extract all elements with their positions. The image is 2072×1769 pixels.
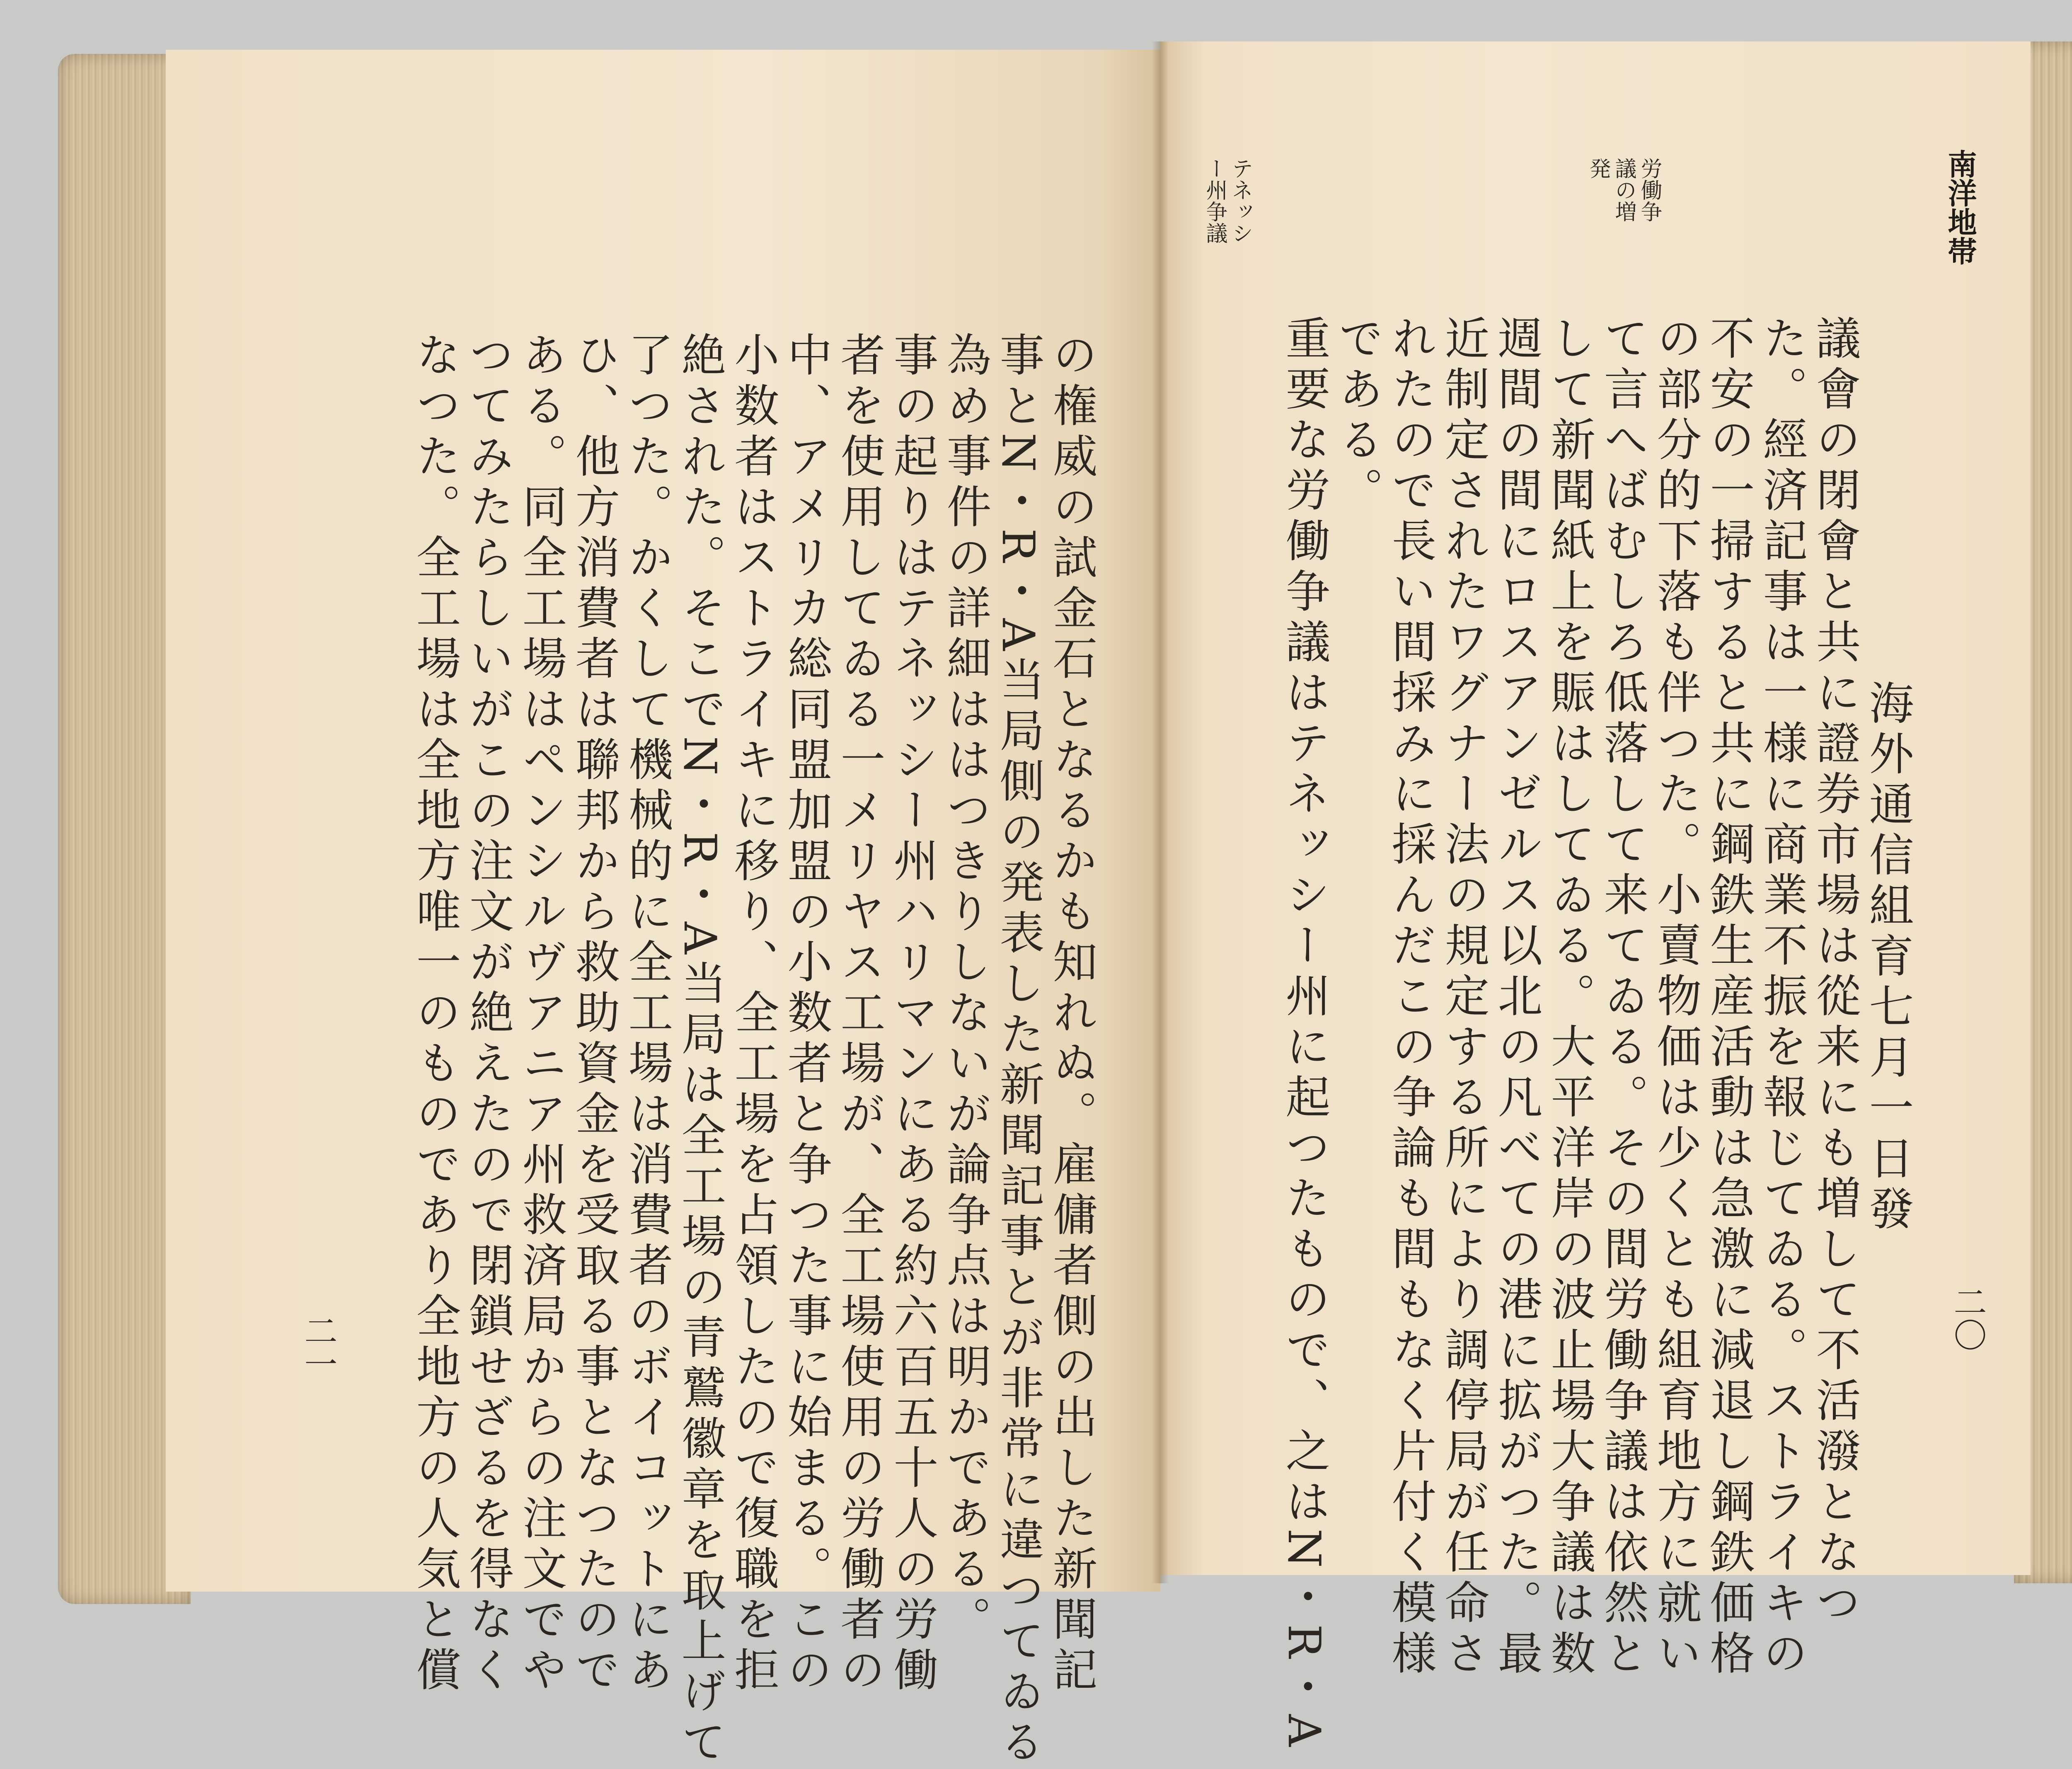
right_page-line: の部分的下落も伴つた。小賣物価は少くとも組育地方に就い bbox=[1649, 315, 1701, 1680]
page-number-right: 二〇 bbox=[1948, 1285, 1987, 1351]
right_page-line: れたので長い間採みに採んだこの争論も間もなく片付く模様 bbox=[1384, 315, 1436, 1680]
left_page-line: 事の起りはテネッシー州ハリマンにある約六百五十人の労働 bbox=[886, 332, 938, 1697]
left_page-line: ひ、他方消費者は聯邦から救助資金を受取る事となつたので bbox=[568, 332, 620, 1697]
right_page-line: して新聞紙上を賑はしてゐる。大平洋岸の波止場大争議は数 bbox=[1543, 315, 1595, 1680]
right_page-line: である。 bbox=[1331, 315, 1383, 517]
right_page-line: 不安の一掃すると共に鋼鉄生産活動は急激に減退し鋼鉄価格 bbox=[1702, 315, 1754, 1680]
book-gutter bbox=[1152, 41, 1169, 1583]
marginal-note-labor-disputes: 労働争 議の増 発 bbox=[1585, 158, 1662, 222]
page-number-left: 二一 bbox=[299, 1314, 337, 1380]
right_page-line: て言へばむしろ低落して来てゐる。その間労働争議は依然と bbox=[1596, 315, 1648, 1680]
left_page-line: の権威の試金石となるかも知れぬ。雇傭者側の出した新聞記 bbox=[1045, 332, 1097, 1697]
right_page-line: 近制定されたワグナー法の規定する所により調停局が任命さ bbox=[1437, 315, 1489, 1680]
left_page-line: 中、アメリカ総同盟加盟の小数者と争つた事に始まる。この bbox=[780, 332, 832, 1697]
right_page-line: 議會の閉會と共に證券市場は從来にも増して不活潑となつ bbox=[1808, 315, 1860, 1630]
left_page-line: 了つた。かくして機械的に全工場は消費者のボイコットにあ bbox=[621, 332, 673, 1697]
right_page-line: 海外通信組育七月一日發 bbox=[1861, 680, 1913, 1236]
left_page-line: 者を使用してゐる一メリヤス工場が、全工場使用の労働者の bbox=[833, 332, 885, 1697]
left_page-line: つてみたらしいがこの注文が絶えたので閉鎖せざるを得なく bbox=[462, 332, 513, 1697]
running-header: 南洋地帯 bbox=[1943, 149, 1978, 265]
left_page-line: 事とN・R・A当局側の発表した新聞記事とが非常に違つてゐる bbox=[992, 332, 1044, 1769]
left_page-line: なつた。全工場は全地方唯一のものであり全地方の人気と償 bbox=[409, 332, 460, 1697]
right_page-line: 週間の間にロスアンゼルス以北の凡べての港に拡がつた。最 bbox=[1490, 315, 1542, 1680]
left-page bbox=[166, 50, 1160, 1769]
left_page-line: ある。同全工場はペンシルヴアニア州救済局からの注文でや bbox=[515, 332, 566, 1697]
right_page-line: た。經済記事は一様に商業不振を報じてゐる。ストライキの bbox=[1755, 315, 1807, 1680]
marginal-note-tennessee: テネッシ ー州争議 bbox=[1202, 158, 1253, 244]
left_page-line: 為め事件の詳細ははつきりしないが論争点は明かである。 bbox=[939, 332, 991, 1646]
book-spread bbox=[58, 41, 2072, 1769]
left_page-line: 絶された。そこでN・R・A当局は全工場の青鷲徽章を取上げて bbox=[674, 332, 726, 1769]
right-page bbox=[1160, 41, 2031, 1752]
right_page-line: 重要な労働争議はテネッシー州に起つたもので、之はN・R・A bbox=[1278, 315, 1330, 1752]
left_page-line: 小数者はストライキに移り、全工場を占領したので復職を拒 bbox=[727, 332, 779, 1697]
